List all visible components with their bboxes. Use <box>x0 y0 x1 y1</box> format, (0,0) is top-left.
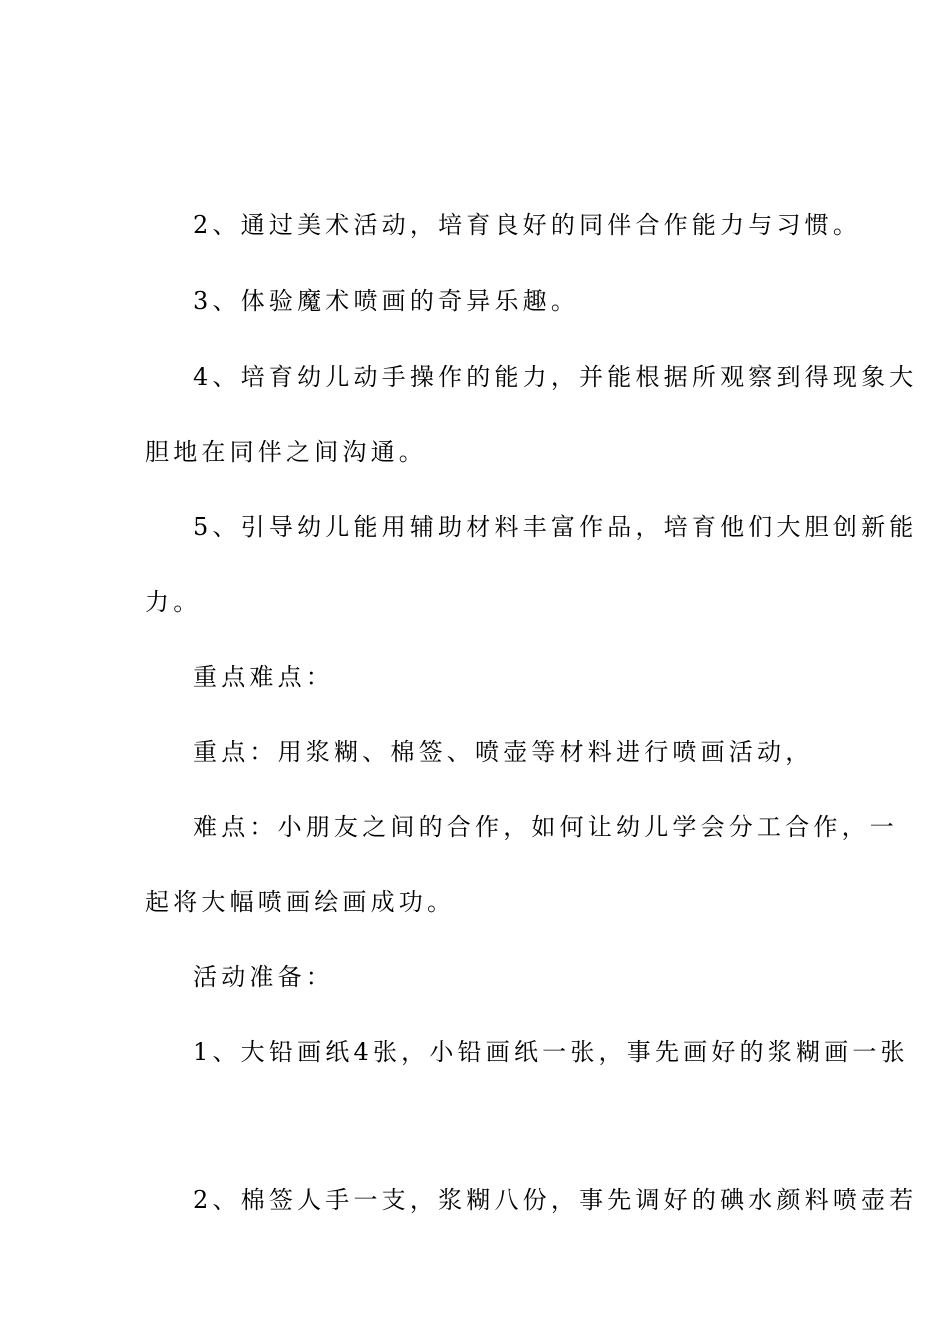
paragraph-difficulty: 难点：小朋友之间的合作，如何让幼儿学会分工合作，一 <box>193 813 898 841</box>
paragraph-objective-4: 4、培育幼儿动手操作的能力，并能根据所观察到得现象大 <box>193 363 918 391</box>
paragraph-preparation-2: 2、棉签人手一支，浆糊八份，事先调好的碘水颜料喷壶若 <box>193 1186 918 1214</box>
paragraph-objective-5-continued: 力。 <box>145 588 202 616</box>
paragraph-difficulty-continued: 起将大幅喷画绘画成功。 <box>145 888 456 916</box>
paragraph-objective-4-continued: 胆地在同伴之间沟通。 <box>145 438 427 466</box>
paragraph-objective-3: 3、体验魔术喷画的奇异乐趣。 <box>193 287 580 315</box>
paragraph-key-point: 重点：用浆糊、棉签、喷壶等材料进行喷画活动， <box>193 738 814 766</box>
section-heading-preparation: 活动准备： <box>193 963 334 991</box>
paragraph-preparation-1: 1、大铅画纸4张，小铅画纸一张，事先画好的浆糊画一张 <box>193 1038 909 1066</box>
section-heading-key-points: 重点难点： <box>193 663 334 691</box>
paragraph-objective-2: 2、通过美术活动，培育良好的同伴合作能力与习惯。 <box>193 211 862 239</box>
paragraph-objective-5: 5、引导幼儿能用辅助材料丰富作品，培育他们大胆创新能 <box>193 513 918 541</box>
